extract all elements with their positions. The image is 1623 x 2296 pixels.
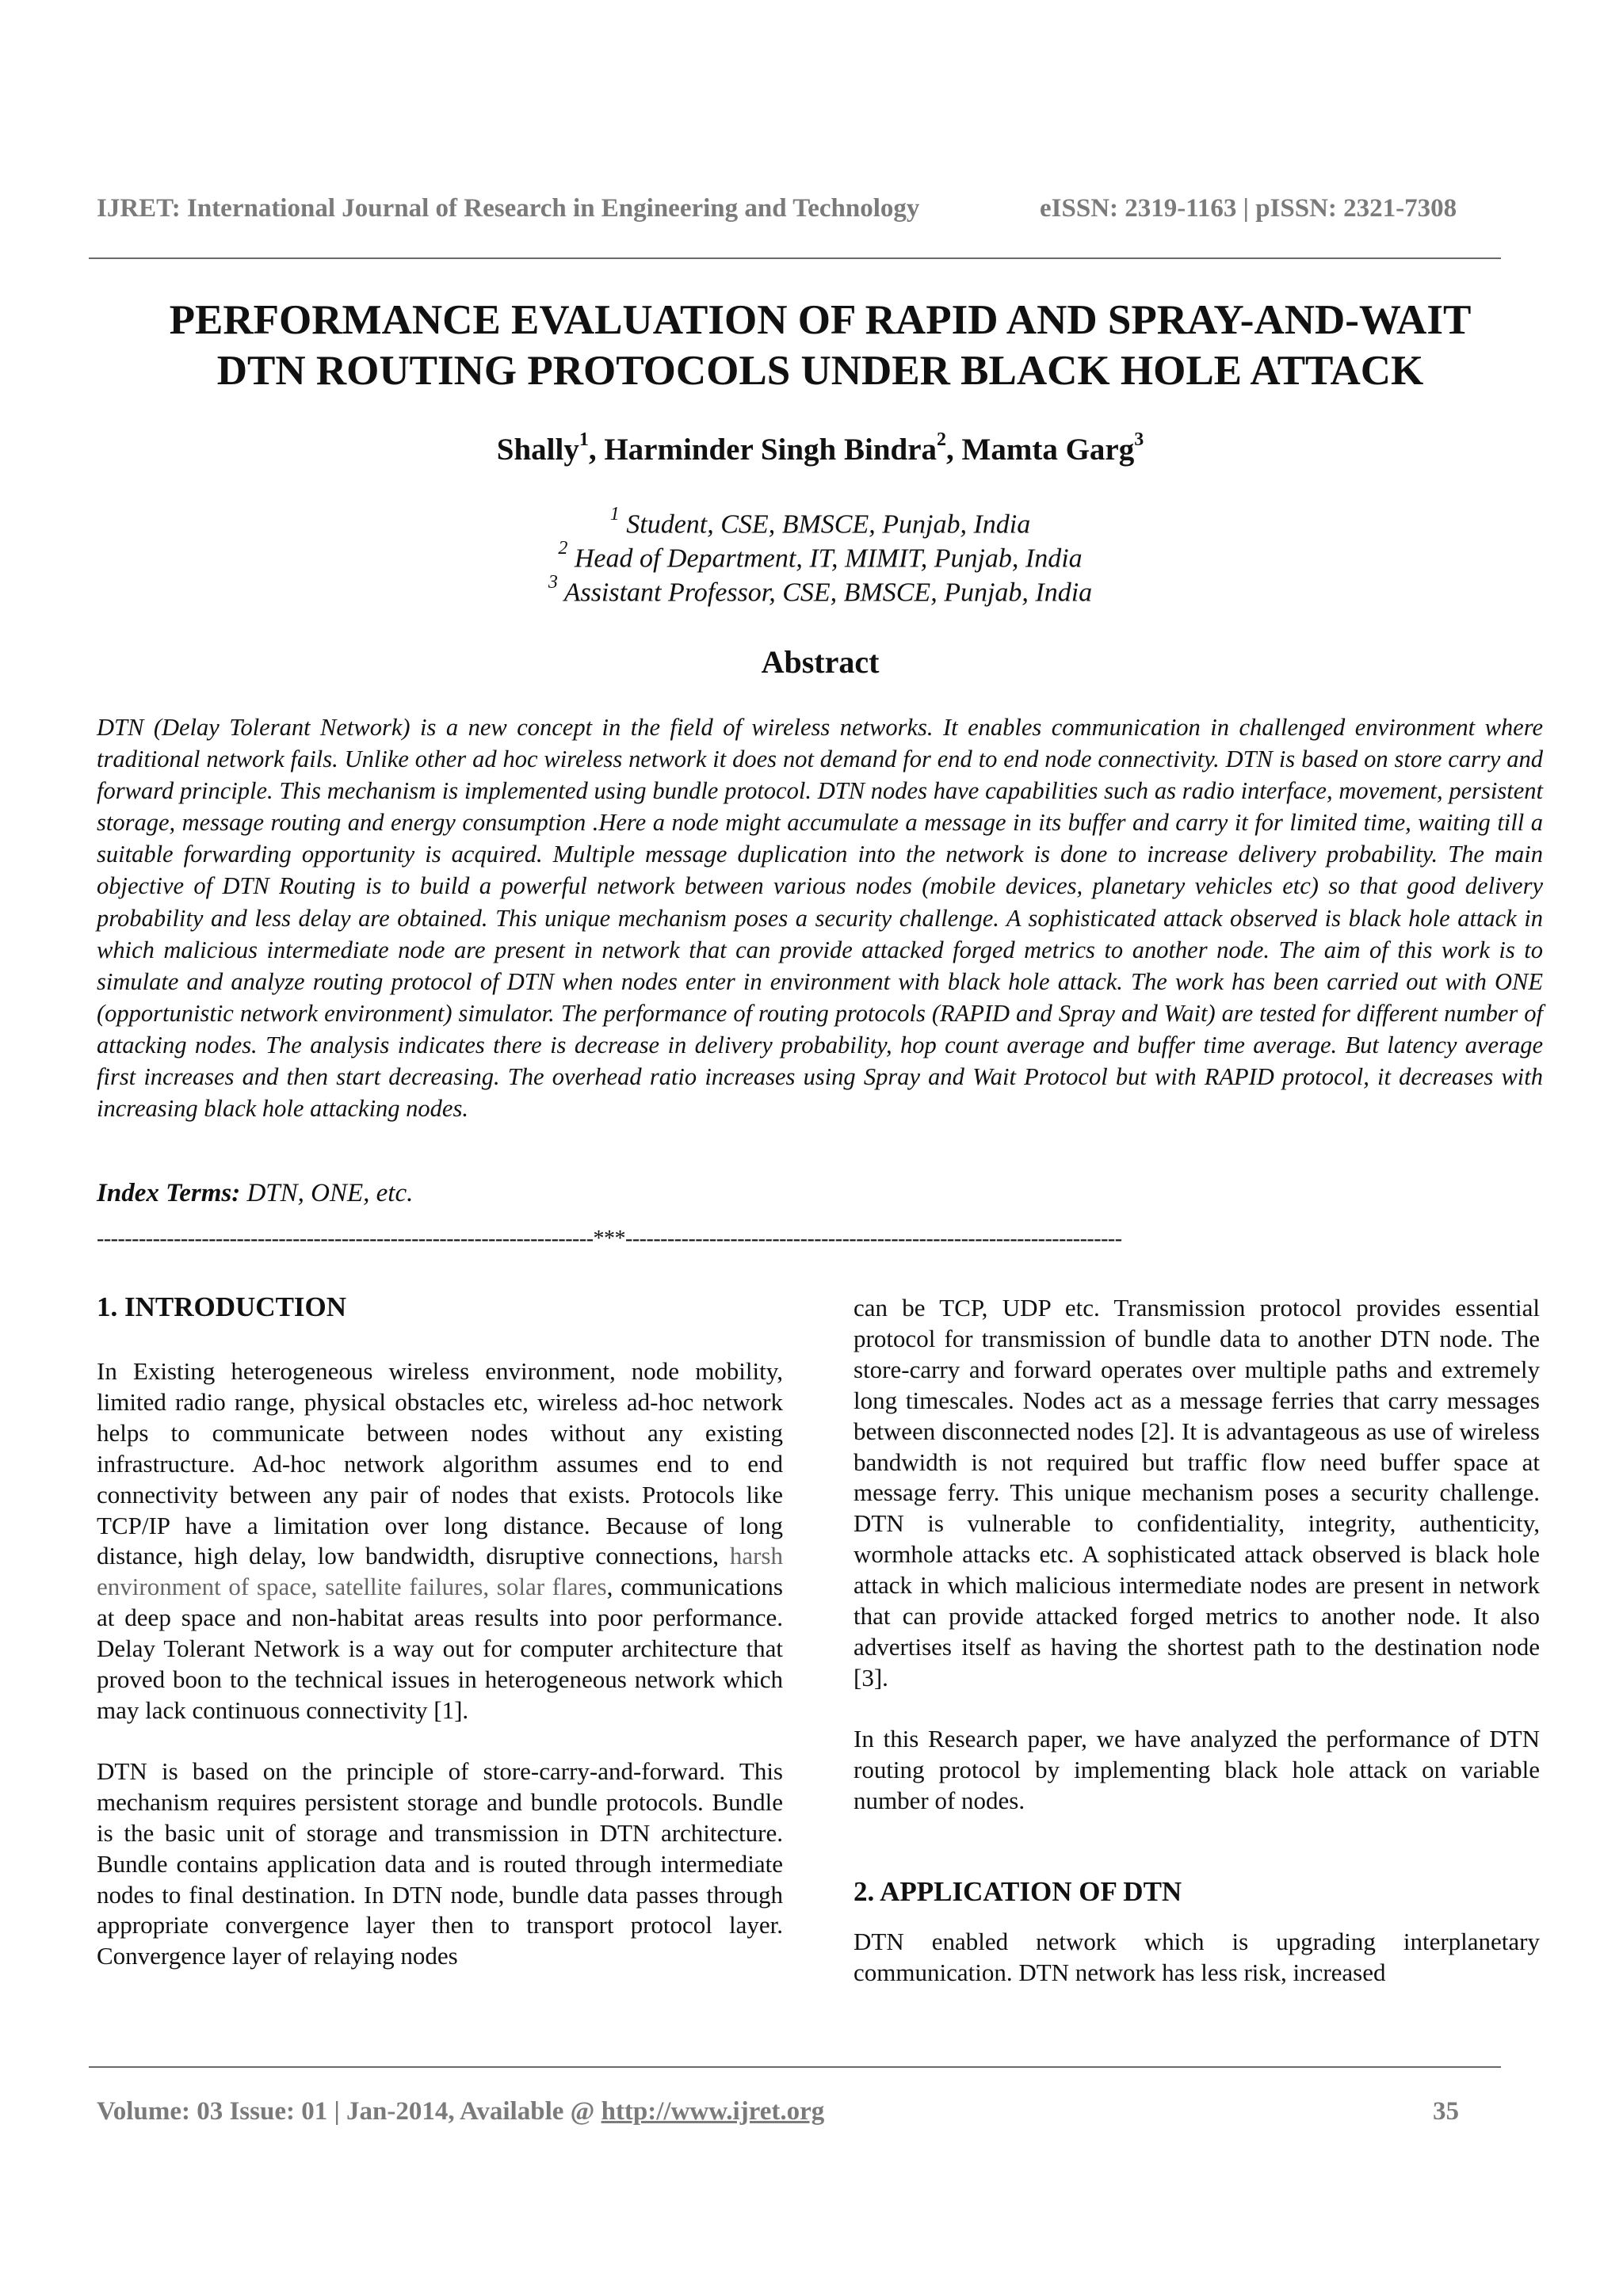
journal-header: IJRET: International Journal of Research in Engineering and Technology — [97, 194, 920, 223]
text-run-gray: harsh environment of space, satellite failures, solar flares — [97, 1542, 783, 1601]
affiliation-text: Student, CSE, BMSCE, Punjab, India — [626, 509, 1031, 540]
affiliation — [79, 504, 1561, 540]
page-number: 35 — [1433, 2097, 1459, 2126]
index-terms-label: Index Terms: — [97, 1179, 241, 1207]
journal-link[interactable]: http://www.ijret.org — [601, 2097, 825, 2126]
affiliation-sup: 1 — [609, 504, 620, 524]
right-paragraph-1: can be TCP, UDP etc. Transmission protocol provides essential protocol for transmission of bundle data to another DTN node. The store-carry and forward operates over multiple paths and extremely long timescales. Nodes act as a message ferries that carry messages between disconnected nodes [2]. It is advantageous as use of wireless bandwidth is not required but traffic flow need buffer space at message ferry. This unique mechanism poses a security challenge. DTN is vulnerable to confidentiality, integrity, authenticity, wormhole attacks etc. A sophisticated attack observed is black hole attack in which malicious intermediate nodes are present in network that can provide attacked forged metrics to another node. It also advertises itself as having the shortest path to the destination node [3]. — [854, 1294, 1540, 1691]
author-list: Shally$^1$, Harminder Singh Bindra$^2$, Mamta Garg$^3$ — [496, 429, 1144, 467]
affiliation-text: Head of Department, IT, MIMIT, Punjab, India — [574, 543, 1083, 574]
footer-volume — [97, 2097, 824, 2126]
right-paragraph-2: In this Research paper, we have analyzed the performance of DTN routing protocol by implementing black hole attack on variable number of nodes. — [854, 1724, 1540, 1814]
intro-paragraph-2: DTN is based on the principle of store-carry-and-forward. This mechanism requires persistent storage and bundle protocols. Bundle is the basic unit of storage and transmission in DTN architecture. Bundle contains application data and is routed through intermediate nodes to final destination. In DTN node, bundle data passes through appropriate convergence layer then to transport protocol layer. Convergence layer of relaying nodes — [97, 1756, 783, 1970]
abstract-heading: Abstract — [761, 644, 880, 680]
intro-paragraph-1 — [97, 1356, 783, 1726]
index-terms-value: DTN, ONE, etc. — [246, 1179, 414, 1207]
title-line-1: PERFORMANCE EVALUATION OF RAPID AND SPRAY-AND-WAIT — [169, 297, 1472, 343]
title-line-2: DTN ROUTING PROTOCOLS UNDER BLACK HOLE ATTACK — [216, 348, 1424, 394]
footer-rule — [89, 2066, 1501, 2068]
text-run: , communications at deep space and non-habitat areas results into poor performance. Delay Tolerant Network is a way out for computer architecture that proved boon to the technical issues in heterogeneous network which may lack continuous connectivity [1]. — [97, 1573, 783, 1724]
affiliation-text: Assistant Professor, CSE, BMSCE, Punjab, India — [563, 578, 1093, 608]
author-name: Harminder Singh Bindra — [604, 433, 938, 467]
left-column — [97, 1356, 783, 1972]
author-sup: 1 — [579, 429, 589, 450]
application-paragraph: DTN enabled network which is upgrading interplanetary communication. DTN network has less risk, increased — [854, 1928, 1540, 1986]
affiliation — [79, 572, 1561, 608]
author-sup: 3 — [1134, 429, 1144, 450]
author-sup: 2 — [937, 429, 947, 450]
index-terms — [97, 1179, 413, 1208]
paper-title — [79, 295, 1561, 396]
section-heading-application: 2. APPLICATION OF DTN — [854, 1876, 1182, 1907]
footer-prefix: Volume: 03 Issue: 01 | Jan-2014, Available @ — [97, 2097, 601, 2126]
affiliation-sup: 3 — [548, 572, 558, 593]
header-rule — [89, 257, 1501, 259]
issn-header: eISSN: 2319-1163 | pISSN: 2321-7308 — [1040, 194, 1457, 223]
abstract-text: DTN (Delay Tolerant Network) is a new concept in the field of wireless networks. It enables communication in challenged environment where traditional network fails. Unlike other ad hoc wireless network it does not demand for end to end node connectivity. DTN is based on store carry and forward principle. This mechanism is implemented using bundle protocol. DTN nodes have capabilities such as radio interface, movement, persistent storage, message routing and energy consumption .Here a node might accumulate a message in its buffer and carry it for limited time, waiting till a suitable forwarding opportunity is acquired. Multiple message duplication into the network is done to increase delivery probability. The main objective of DTN Routing is to build a powerful network between various nodes (mobile devices, planetary vehicles etc) so that good delivery probability and less delay are obtained. This unique mechanism poses a security challenge. A sophisticated attack observed is black hole attack in which malicious intermediate node are present in network that can provide attacked forged metrics to another node. The aim of this work is to simulate and analyze routing protocol of DTN when nodes enter in environment with black hole attack. The work has been carried out with ONE (opportunistic network environment) simulator. The performance of routing protocols (RAPID and Spray and Wait) are tested for different number of attacking nodes. The analysis indicates there is decrease in delivery probability, hop count average and buffer time average. But latency average first increases and then start decreasing. The overhead ratio increases using Spray and Wait Protocol but with RAPID protocol, it decreases with increasing black hole attacking nodes. — [97, 714, 1543, 1123]
affiliation-sup: 2 — [558, 538, 568, 559]
text-run: In Existing heterogeneous wireless environment, node mobility, limited radio range, physical obstacles etc, wireless ad-hoc network helps to communicate between nodes without any existing infrastructure. Ad-hoc network algorithm assumes end to end connectivity between any pair of nodes that exists. Protocols like TCP/IP have a limitation over long distance. Because of long distance, high delay, low bandwidth, disruptive connections, — [97, 1357, 783, 1570]
affiliation — [79, 538, 1561, 574]
author-name: Shally — [496, 433, 579, 467]
right-column — [854, 1293, 1540, 1817]
author-name: Mamta Garg — [961, 433, 1135, 467]
section-separator: -----------------------------------------------------------------------***----------------------------------------------------------------------- — [97, 1226, 1122, 1251]
section-heading-introduction: 1. INTRODUCTION — [97, 1291, 347, 1322]
